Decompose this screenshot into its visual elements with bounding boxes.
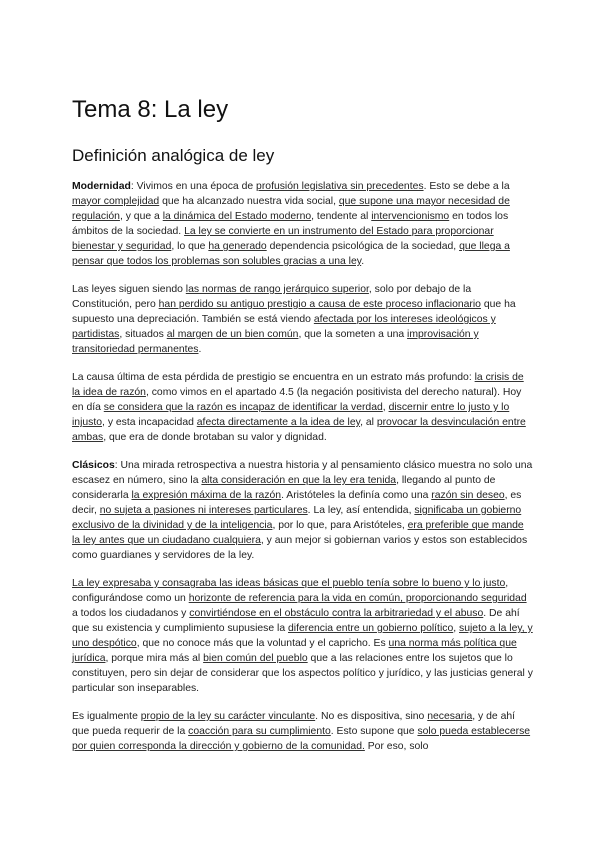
text-run: , que no conoce más que la voluntad y el capricho. Es — [136, 638, 389, 649]
paragraph — [72, 370, 534, 445]
text-run: . No es dispositiva, sino — [315, 711, 428, 722]
underlined-text: mayor complejidad — [72, 196, 160, 207]
underlined-text: afectada por los intereses ideológicos y partidistas — [72, 314, 496, 340]
underlined-text: la dinámica del Estado moderno — [162, 211, 312, 222]
text-run: , — [453, 623, 460, 634]
underlined-text: propio de la ley su carácter vinculante — [140, 711, 316, 722]
underlined-text: diferencia entre un gobierno político — [288, 623, 454, 634]
underlined-text: convirtiéndose en el obstáculo contra la arbitrariedad y el abuso — [189, 608, 484, 619]
page-title: Tema 8: La ley — [72, 96, 229, 123]
text-run: , y aun mejor si gobiernan varios y estos son establecidos como guardianes y servidores de la ley. — [72, 535, 528, 561]
underlined-text: que llega a pensar que todos los problemas son solubles gracias a una ley — [72, 241, 510, 267]
underlined-text: al margen de un bien común — [166, 329, 299, 340]
underlined-text: intervencionismo — [371, 211, 450, 222]
text-run: . Aristóteles la definía como una — [281, 490, 432, 501]
paragraph — [72, 282, 534, 357]
underlined-text: profusión legislativa sin precedentes — [256, 181, 424, 192]
text-run: Las leyes siguen siendo — [72, 284, 186, 295]
text-run: , lo que — [171, 241, 209, 252]
underlined-text: discernir entre lo justo y lo injusto — [72, 402, 510, 428]
text-run: , como vimos en el apartado 4.5 (la negación positivista del derecho natural). Hoy en día — [72, 387, 522, 413]
paragraph — [72, 179, 534, 269]
underlined-text: han perdido su antiguo prestigio a causa de este proceso inflacionario — [158, 299, 481, 310]
text-run: , — [382, 402, 389, 413]
text-run: que ha supuesto una depreciación. También se está viendo — [72, 299, 516, 325]
text-run: , situados — [119, 329, 167, 340]
text-run: , llegando al punto de considerarla — [72, 475, 496, 501]
underlined-text: necesaria — [427, 711, 473, 722]
text-run: . — [361, 256, 365, 267]
underlined-text: afecta directamente a la idea de ley — [196, 417, 361, 428]
text-run: , solo por debajo de la Constitución, pero — [72, 284, 472, 310]
text-run: , es decir, — [72, 490, 522, 516]
underlined-text: bien común del pueblo — [203, 653, 308, 664]
paragraph — [72, 709, 534, 754]
section-heading: Definición analógica de ley — [72, 146, 275, 165]
text-run: que ha alcanzado nuestra vida social, — [159, 196, 339, 207]
underlined-text: era preferible que mande la ley antes que un ciudadano cualquiera — [72, 520, 524, 546]
paragraph — [72, 576, 534, 696]
text-run: Es igualmente — [72, 711, 141, 722]
underlined-text: la crisis de la idea de razón — [72, 372, 524, 398]
text-run: : Una mirada retrospectiva a nuestra historia y al pensamiento clásico muestra no solo una escasez en número, sino la — [72, 460, 533, 486]
underlined-text: las normas de rango jerárquico superior — [185, 284, 369, 295]
text-run: a todos los ciudadanos y — [72, 608, 190, 619]
text-run: , que era de donde brotaban su valor y dignidad. — [103, 432, 327, 443]
underlined-text: solo pueda establecerse por quien corresponda la dirección y gobierno de la comunidad. — [72, 726, 531, 752]
text-run: , que la someten a una — [298, 329, 408, 340]
text-run: . Esto se debe a la — [423, 181, 510, 192]
text-run: que a las relaciones entre los sujetos que lo constituyen, pero sin dejar de considerar que los aspectos político y jurídico, y las justicias general y particular son inseparables. — [72, 653, 533, 694]
underlined-text: la expresión máxima de la razón — [131, 490, 282, 501]
underlined-text: razón sin deseo — [431, 490, 505, 501]
underlined-text: La ley se convierte en un instrumento del Estado para proporcionar bienestar y seguridad — [72, 226, 494, 252]
text-run: , configurándose como un — [72, 578, 509, 604]
text-run: . — [198, 344, 202, 355]
underlined-text: provocar la desvinculación entre ambas — [72, 417, 526, 443]
text-run: . De ahí que su existencia y cumplimiento supusiese la — [72, 608, 520, 634]
underlined-text: significaba un gobierno exclusivo de la divinidad y de la inteligencia — [72, 505, 522, 531]
paragraph — [72, 458, 534, 563]
bold-term: Modernidad — [72, 181, 131, 192]
text-run: dependencia psicológica de la sociedad, — [266, 241, 460, 252]
underlined-text: que supone una mayor necesidad de regulación — [72, 196, 510, 222]
text-run: , y de ahí que pueda requerir de la — [72, 711, 516, 737]
text-run: : Vivimos en una época de — [130, 181, 257, 192]
underlined-text: ha generado — [208, 241, 267, 252]
underlined-text: sujeto a la ley, y uno despótico — [72, 623, 533, 649]
bold-term: Clásicos — [72, 460, 115, 471]
underlined-text: alta consideración en que la ley era tenida — [201, 475, 397, 486]
underlined-text: coacción para su cumplimiento — [188, 726, 331, 737]
text-run: Por eso, solo — [364, 741, 429, 752]
underlined-text: no sujeta a pasiones ni intereses particulares — [99, 505, 308, 516]
text-run: , y esta incapacidad — [102, 417, 197, 428]
text-run: , porque mira más al — [105, 653, 204, 664]
text-run: . La ley, así entendida, — [307, 505, 415, 516]
underlined-text: La ley expresaba y consagraba las ideas básicas que el pueblo tenía sobre lo bueno y lo justo — [72, 578, 506, 589]
text-run: . Esto supone que — [330, 726, 418, 737]
underlined-text: improvisación y transitoriedad permanentes — [72, 329, 479, 355]
text-run: La causa última de esta pérdida de prestigio se encuentra en un estrato más profundo: — [72, 372, 475, 383]
text-run: en todos los ámbitos de la sociedad. — [72, 211, 509, 237]
underlined-text: horizonte de referencia para la vida en común, proporcionando seguridad — [188, 593, 527, 604]
text-run: , y que a — [119, 211, 163, 222]
text-run: , por lo que, para Aristóteles, — [272, 520, 408, 531]
underlined-text: una norma más política que jurídica — [72, 638, 517, 664]
text-run: , tendente al — [311, 211, 372, 222]
text-run: , al — [360, 417, 377, 428]
document-body — [72, 179, 534, 767]
underlined-text: se considera que la razón es incapaz de identificar la verdad — [103, 402, 383, 413]
